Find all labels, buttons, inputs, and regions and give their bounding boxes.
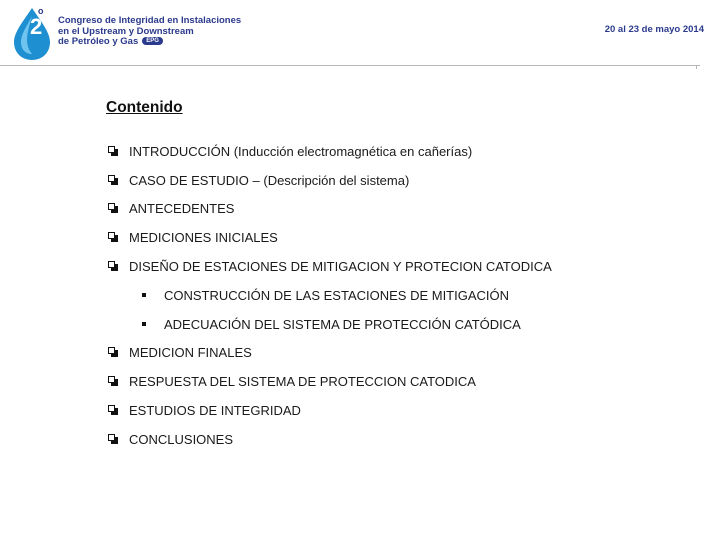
header-divider xyxy=(0,65,700,66)
square-bullet-icon xyxy=(142,322,146,326)
checkbox-bullet-icon xyxy=(108,203,118,213)
congress-line-3: de Petróleo y Gas EPG xyxy=(58,37,241,48)
header-divider-tick xyxy=(696,65,697,69)
page-title: Contenido xyxy=(106,99,183,116)
checkbox-bullet-icon xyxy=(108,434,118,444)
congress-line-1: Congreso de Integridad en Instalaciones xyxy=(58,15,242,26)
checkbox-bullet-icon xyxy=(108,232,118,242)
event-date: 20 al 23 de mayo 2014 xyxy=(604,24,704,35)
logo-superscript: o xyxy=(38,6,44,16)
congress-name xyxy=(58,16,241,48)
checkbox-bullet-icon xyxy=(108,347,118,357)
slide-header xyxy=(0,0,720,68)
checkbox-bullet-icon xyxy=(108,146,118,156)
checkbox-bullet-icon xyxy=(108,261,118,271)
congress-line-2: en el Upstream y Downstream xyxy=(58,25,194,37)
square-bullet-icon xyxy=(142,293,146,297)
epg-badge: EPG xyxy=(142,37,163,45)
checkbox-bullet-icon xyxy=(108,376,118,386)
logo-number: 2 xyxy=(30,14,43,39)
checkbox-bullet-icon xyxy=(108,175,118,185)
checkbox-bullet-icon xyxy=(108,405,118,415)
